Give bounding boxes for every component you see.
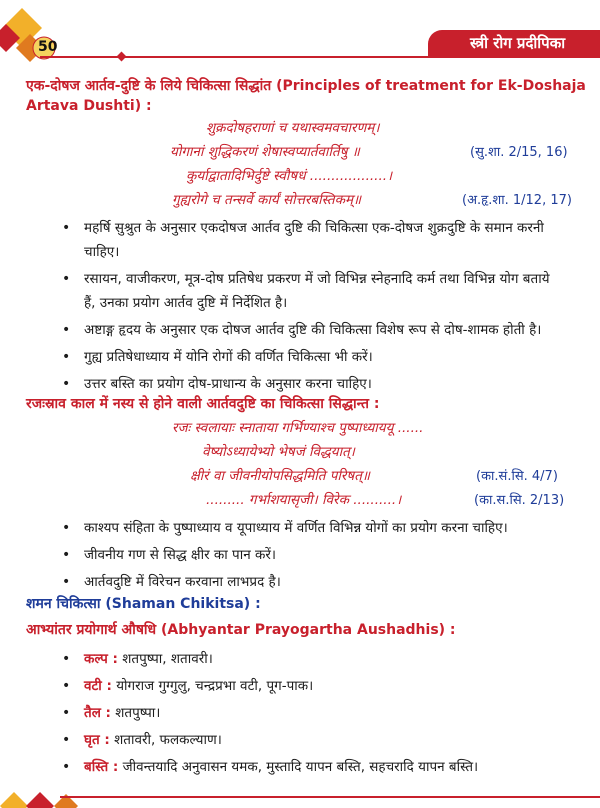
list-item — [62, 754, 562, 781]
drug-category-label: वटी : — [84, 678, 112, 694]
bullet-list-section1 — [62, 216, 562, 396]
verse-reference: (अ.हृ.शा. 1/12, 17) — [462, 193, 572, 208]
list-item — [62, 727, 562, 754]
list-item: • रसायन, वाजीकरण, मूत्र-दोष प्रतिषेध प्रकरण में जो विभिन्न स्नेहनादि कर्म तथा विभिन्न योग बताये हैं, उनका प्रयोग आर्तव दुष्टि में निर्देशित है। — [62, 267, 562, 315]
list-item: • गुह्य प्रतिषेधाध्याय में योनि रोगों की वर्णित चिकित्सा भी करें। — [62, 345, 562, 369]
drug-category-label: घृत : — [84, 732, 110, 748]
page-number: 50 — [38, 39, 58, 55]
verse-line: शुक्रदोषहराणां च यथास्वमवचारणम्। — [206, 120, 380, 136]
drug-names: जीवन्तयादि अनुवासन यमक, मुस्तादि यापन बस्ति, सहचरादि यापन बस्ति। — [122, 759, 479, 775]
verse-line: क्षीरं वा जीवनीयोपसिद्धमिति परिषत्॥ — [190, 468, 371, 484]
list-item: • आर्तवदुष्टि में विरेचन करवाना लाभप्रद है। — [62, 570, 562, 594]
bullet-list-section2 — [62, 516, 562, 594]
verse-line: ......... गर्भाशयासृजी। विरेक ..........। — [206, 492, 402, 508]
verse-reference: (सु.शा. 2/15, 16) — [470, 145, 568, 160]
subheading-abhyantar: आभ्यांतर प्रयोगार्थ औषधि (Abhyantar Prayogartha Aushadhis) : — [26, 622, 456, 638]
list-item — [62, 646, 562, 673]
drug-names: शतावरी, फलकल्याण। — [114, 732, 222, 748]
section-heading-ekdoshaja: एक-दोषज आर्तव-दुष्टि के लिये चिकित्सा सिद्धांत (Principles of treatment for Ek-Doshaja Artava Dushti) : — [26, 78, 586, 114]
list-item: • महर्षि सुश्रुत के अनुसार एकदोषज आर्तव दुष्टि की चिकित्सा एक-दोषज शुक्रदुष्टि के समान करनी चाहिए। — [62, 216, 562, 264]
book-title: स्त्री रोग प्रदीपिका — [470, 34, 566, 52]
verse-line: रजः स्वलायाः स्नाताया गर्भिण्याश्च पुष्पाध्याययू ...... — [172, 420, 424, 436]
drug-category-label: कल्प : — [84, 651, 118, 667]
footer-diamond-ornament — [0, 778, 110, 808]
drug-category-label: बस्ति : — [84, 759, 119, 775]
section-heading-rajasrava: रजःस्राव काल में नस्य से होने वाली आर्तवदुष्टि का चिकित्सा सिद्धान्त : — [26, 396, 380, 412]
section-heading-shaman: शमन चिकित्सा (Shaman Chikitsa) : — [26, 596, 261, 612]
list-item: • काश्यप संहिता के पुष्पाध्याय व यूपाध्याय में वर्णित विभिन्न योगों का प्रयोग करना चाहिए। — [62, 516, 562, 540]
header-rule-dot — [117, 52, 127, 62]
corner-diamond-ornament — [0, 0, 60, 70]
verse-line: वेष्योऽध्यायेभ्यो भेषजं विद्धयात्। — [202, 444, 355, 460]
verse-line: कुर्याद्वातादिभिर्दुष्टे स्वौषधं ..................। — [186, 168, 393, 184]
drug-category-label: तैल : — [84, 705, 111, 721]
list-item: • अष्टाङ्ग हृदय के अनुसार एक दोषज आर्तव दुष्टि की चिकित्सा विशेष रूप से दोष-शामक होती है। — [62, 318, 562, 342]
list-item: • उत्तर बस्ति का प्रयोग दोष-प्राधान्य के अनुसार करना चाहिए। — [62, 372, 562, 396]
drug-names: शतपुष्पा। — [115, 705, 161, 721]
verse-line: योगानां शुद्धिकरणं शेषास्वप्यार्तवार्तिषु ॥ — [170, 144, 360, 160]
list-item — [62, 673, 562, 700]
footer-rule — [60, 796, 600, 798]
verse-reference: (का.सं.सि. 4/7) — [476, 469, 558, 484]
verse-reference: (का.स.सि. 2/13) — [474, 493, 565, 508]
verse-line: गुह्यरोगे च तन्सर्वे कार्यं सोत्तरबस्तिकम्॥ — [172, 192, 362, 208]
drug-list — [62, 646, 562, 781]
drug-names: योगराज गुग्गुलु, चन्द्रप्रभा वटी, पूग-पाक। — [116, 678, 314, 694]
list-item — [62, 700, 562, 727]
drug-names: शतपुष्पा, शतावरी। — [122, 651, 213, 667]
list-item: • जीवनीय गण से सिद्ध क्षीर का पान करें। — [62, 543, 562, 567]
